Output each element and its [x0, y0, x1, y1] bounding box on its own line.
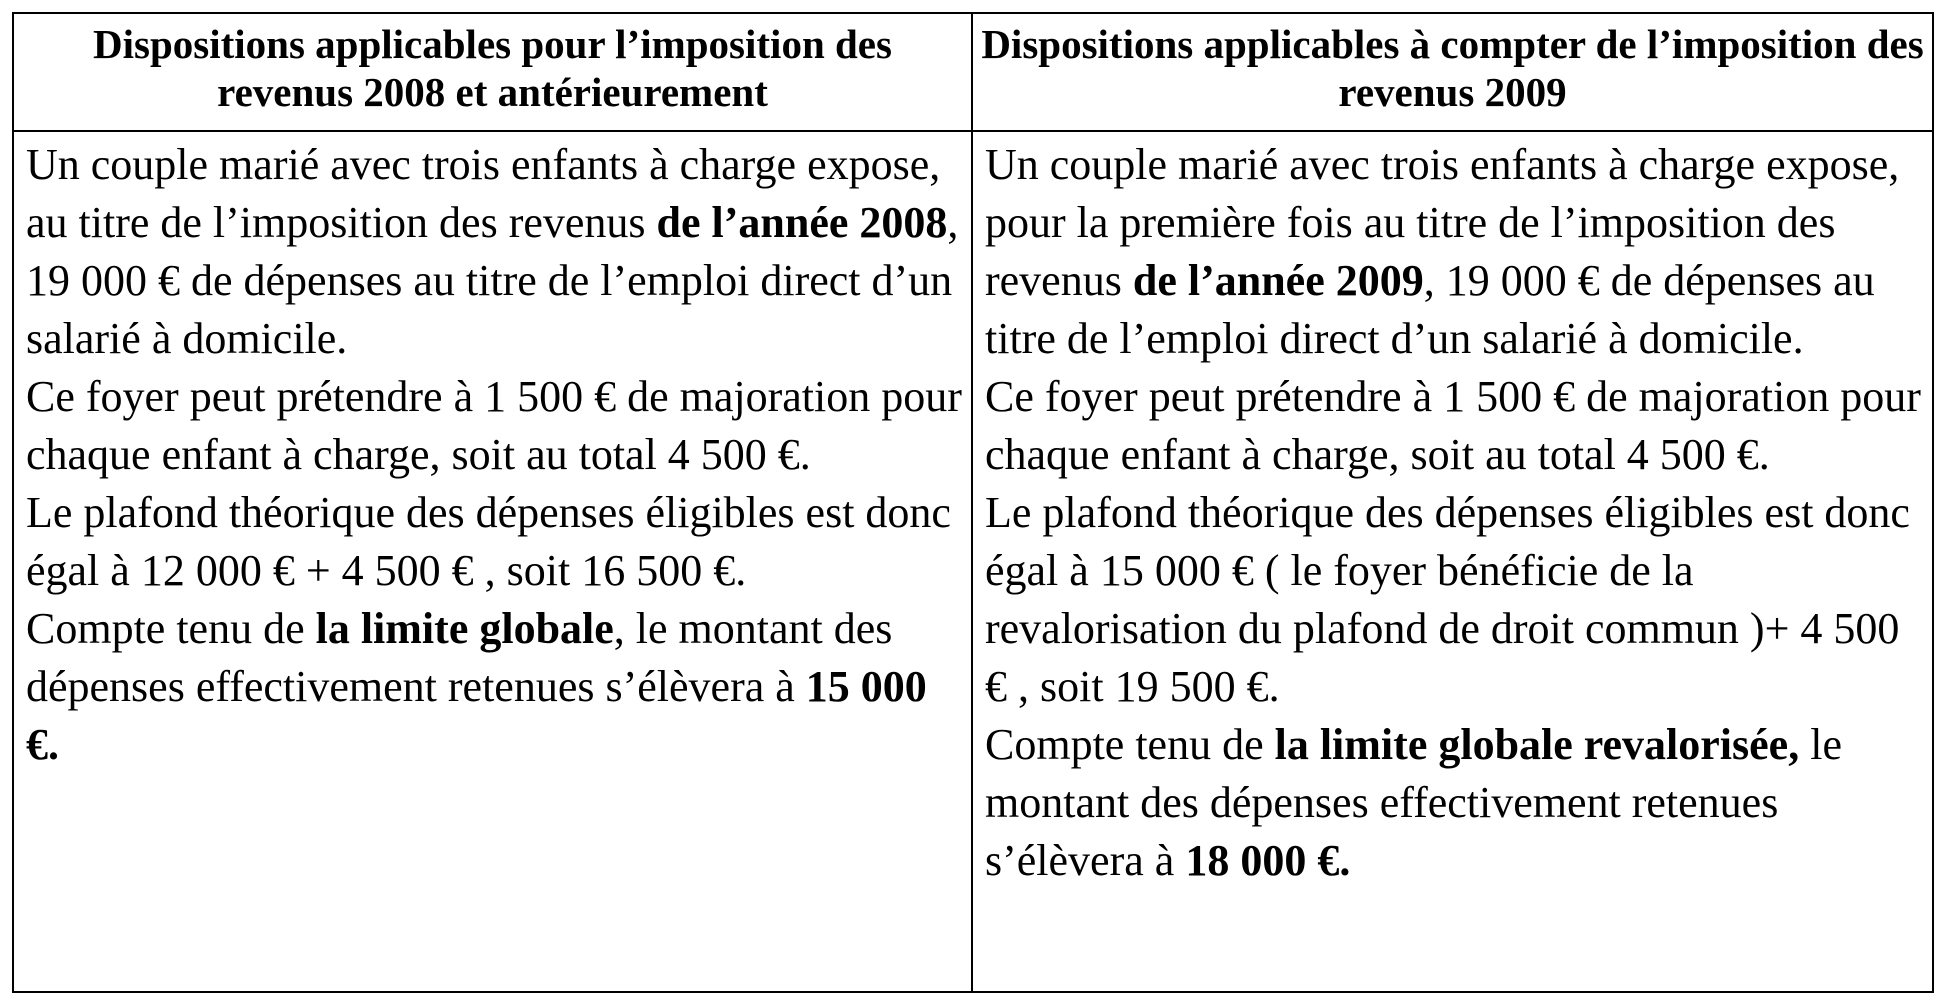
- header-row: [13, 13, 1933, 131]
- amount-emphasis: 15 000 €.: [26, 662, 927, 769]
- header-2009-column: Dispositions applicables à compter de l’imposition des revenus 2009: [972, 13, 1933, 131]
- limit-emphasis: la limite globale: [315, 604, 614, 653]
- example-2008-majoration: Ce foyer peut prétendre à 1 500 € de majoration pour chaque enfant à charge, soit au total 4 500 €.: [26, 372, 962, 479]
- text-segment: Un couple marié avec trois enfants à charge expose, au titre de l’imposition des revenus: [26, 140, 941, 247]
- example-2009-conclusion: [985, 716, 1924, 890]
- limit-emphasis: la limite globale revalorisée,: [1274, 720, 1800, 769]
- text-segment: , 19 000 € de dépenses au titre de l’emploi direct d’un salarié à domicile.: [985, 256, 1875, 363]
- example-2008-cell: [13, 131, 972, 992]
- text-segment: , le montant des dépenses effectivement retenues s’élèvera à: [26, 604, 893, 711]
- text-segment: le montant des dépenses effectivement retenues s’élèvera à: [985, 720, 1842, 885]
- text-segment: , 19 000 € de dépenses au titre de l’emploi direct d’un salarié à domicile.: [26, 198, 959, 363]
- example-2009-majoration: Ce foyer peut prétendre à 1 500 € de majoration pour chaque enfant à charge, soit au total 4 500 €.: [985, 372, 1921, 479]
- example-2008-intro: [26, 136, 963, 368]
- example-2008-plafond: Le plafond théorique des dépenses éligibles est donc égal à 12 000 € + 4 500 € , soit 16 500 €.: [26, 488, 951, 595]
- example-2009-plafond: Le plafond théorique des dépenses éligibles est donc égal à 15 000 € ( le foyer bénéficie de la revalorisation du plafond de droit commun )+ 4 500 € , soit 19 500 €.: [985, 488, 1910, 711]
- example-row: [13, 131, 1933, 992]
- header-2008-column: Dispositions applicables pour l’imposition des revenus 2008 et antérieurement: [13, 13, 972, 131]
- text-segment: Un couple marié avec trois enfants à charge expose, pour la première fois au titre de l’imposition des revenus: [985, 140, 1900, 305]
- text-segment: Compte tenu de: [985, 720, 1275, 769]
- example-2009-intro: [985, 136, 1924, 368]
- text-segment: Compte tenu de: [26, 604, 316, 653]
- example-2009-cell: [972, 131, 1933, 992]
- comparison-table: [12, 12, 1934, 993]
- amount-emphasis: 18 000 €.: [1185, 836, 1351, 885]
- year-emphasis: de l’année 2009: [1132, 256, 1424, 305]
- year-emphasis: de l’année 2008: [656, 198, 948, 247]
- example-2008-conclusion: [26, 600, 963, 774]
